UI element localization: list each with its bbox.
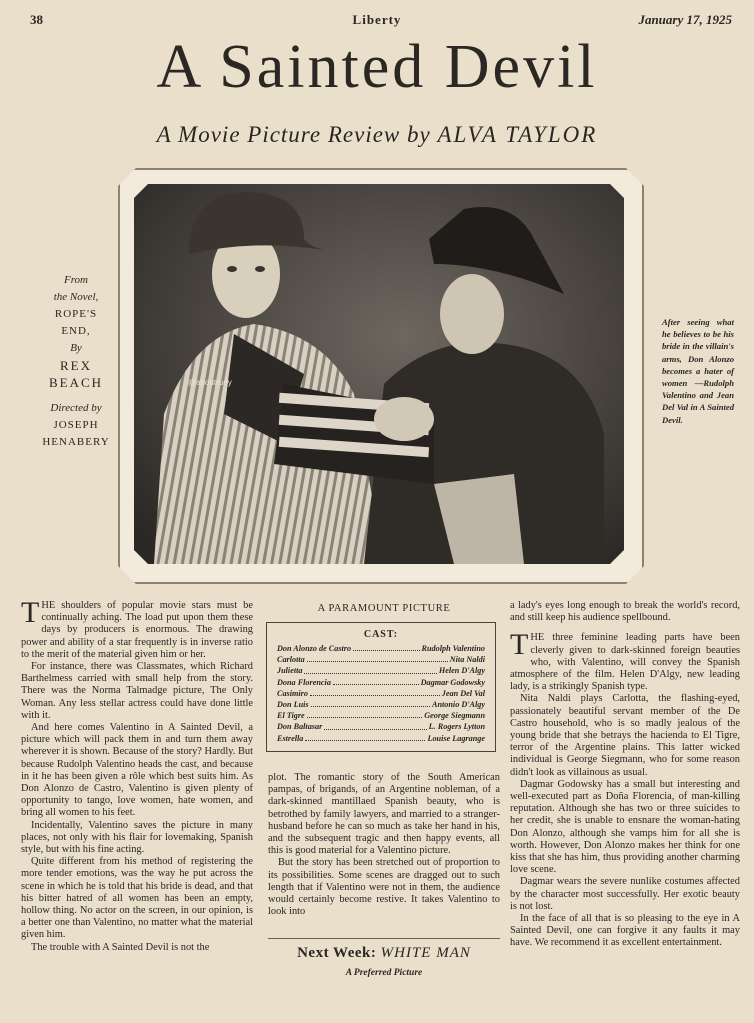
next-week-label: Next Week:: [297, 945, 377, 961]
left-paragraph-2: For instance, there was Classmates, which Richard Barthelmess carried with small help from the story. There was the Norma Talmadge picture, The Only Woman. Any less stellar actress could have done little with it.: [21, 661, 253, 721]
page-number: 38: [30, 12, 43, 27]
cast-row: [277, 721, 485, 732]
right-paragraph-0: a lady's eyes long enough to break the world's record, and still keep his audience spellbound.: [510, 600, 740, 624]
right-paragraph-3: Dagmar Godowsky has a small but interesting and well-executed part as Doña Florencia, of man-killing reputation. Although she has two or three suicides to her credit, she is unable to ensnare the woman-hating Don Alonzo, although she vamps him for all she is worth. However, Don Alonzo makes her think for one kiss that she has him, thus providing another charming love scene.: [510, 778, 740, 876]
cast-role: Don Luis: [277, 700, 309, 710]
left-paragraph-1: HE shoulders of popular movie stars must be continually aching. The load put upon them these days by producers is enormous. The drawing power and ability of a star frequently is in inverse ratio to the merit of the material given him or her.: [21, 600, 253, 660]
middle-paragraph-1: plot. The romantic story of the South American pampas, of brigands, of an Argentine nobleman, of a dark-skinned mantillaed Spanish beauty, who is betrothed by family lawyers, and married to a stranger-husband before he can so much as take her hand in his, and the subsequent tragic and then happy events, all this is good material for a Valentino picture.: [268, 772, 500, 857]
next-week-rule: [268, 938, 500, 939]
cast-row: [277, 677, 485, 688]
photo-watermark: @aboutrudy: [188, 378, 232, 387]
right-paragraph-4: Dagmar wears the severe nunlike costumes affected by the character most successfully. Her exotic beauty is not lost.: [510, 876, 740, 912]
credit-from: From: [63, 274, 89, 286]
cast-role: El Tigre: [277, 711, 305, 721]
cast-role: Estrella: [277, 733, 304, 743]
cast-actor: Rudolph Valentino: [421, 644, 485, 653]
cast-row: [277, 643, 485, 654]
cast-row: [277, 654, 485, 665]
credit-by: By: [70, 342, 82, 354]
article-column-middle: [268, 772, 500, 918]
cast-row: [277, 733, 485, 744]
credit-director-1: JOSEPH: [53, 419, 99, 431]
cast-role: Don Alonzo de Castro: [277, 644, 352, 653]
left-paragraph-4: Incidentally, Valentino saves the picture in many places, not only with his flair for lovemaking, Spanish style, but with his fine acting.: [21, 819, 253, 856]
next-week-banner: [268, 945, 500, 962]
next-week-note: A Preferred Picture: [345, 968, 423, 978]
film-still-photo: [134, 184, 624, 564]
right-paragraph-1: HE three feminine leading parts have been cleverly given to dark-skinned foreign beauties who, with Valentino, will convey the Spanish atmosphere of the film. Helen D'Algy, new leading lady, is a strikingly Spanish type.: [510, 632, 740, 693]
right-paragraph-2: Nita Naldi plays Carlotta, the flashing-eyed, passionately beautiful servant member of the De Castro household, who is so madly jealous of the young bride that she betrays the hacienda to El Tigre, terror of the Argentine plains. This latter wicked individual is George Siegmann, who for some reason didn't look as villainous as usual.: [510, 693, 740, 778]
cast-row: [277, 710, 485, 721]
photo-caption: After seeing what he believes to be his bride in the villain's arms, Don Alonzo becomes a hater of women —Rudolph Valentino and Jean Del Val in A Sainted Devil.: [662, 317, 734, 425]
middle-paragraph-2: But the story has been stretched out of proportion to its possibilities. Some scenes are dragged out to such length that if Valentino were not in them, the audience would certainly become restive. It takes Valentino to look into: [268, 857, 500, 918]
credit-author-2: BEACH: [48, 375, 104, 390]
cast-actor: Helen D'Algy: [438, 666, 485, 676]
film-credits: [36, 272, 116, 451]
article-column-left: [21, 596, 253, 954]
subtitle: [0, 122, 754, 148]
subtitle-prefix: A Movie Picture Review by: [156, 122, 431, 147]
drop-cap-right: T: [510, 628, 529, 662]
cast-actor: Antonio D'Algy: [431, 700, 485, 710]
cast-role: Carlotta: [277, 655, 305, 665]
credit-novel-label: the Novel,: [53, 291, 99, 303]
cast-actor: Nita Naldi: [449, 655, 485, 665]
cast-title: CAST:: [363, 629, 399, 640]
cast-row: [277, 699, 485, 710]
next-week-title: WHITE MAN: [380, 945, 471, 961]
credit-directed-by: Directed by: [50, 402, 102, 414]
page-title: A Sainted Devil: [156, 33, 598, 101]
cast-actor: L. Rogers Lytton: [428, 722, 485, 732]
credit-director-2: HENABERY: [42, 436, 110, 448]
article-column-right: [510, 600, 740, 950]
right-paragraph-5: In the face of all that is so pleasing to the eye in A Sainted Devil, one can forgive it any faults it may have. We recommend it as excellent entertainment.: [510, 913, 740, 949]
cast-box: [266, 622, 496, 752]
credit-novel-name-1: ROPE'S: [54, 308, 98, 320]
cast-role: Don Baltasar: [277, 722, 323, 732]
drop-cap-left: T: [21, 596, 40, 629]
cast-actor: Louise Lagrange: [427, 733, 485, 743]
cast-row: [277, 665, 485, 676]
cast-actor: George Siegmann: [424, 711, 485, 721]
cast-actor: Dagmar Godowsky: [420, 677, 485, 687]
left-paragraph-3: And here comes Valentino in A Sainted Devil, a picture which will pack them in and turn them away wherever it is shown. Because of the story? Hardly. But because Rudolph Valentino heads the cast, and because in it he has been given a rôle which best suits him. As Don Alonzo de Castro, Valentino is given plenty of opportunity to tango, love women, hate women, and bring all women to his feet.: [21, 722, 253, 819]
cast-role: Julietta: [277, 666, 303, 676]
cast-row: [277, 688, 485, 699]
film-still-illustration: [134, 184, 624, 564]
cast-role: Casimiro: [277, 688, 308, 698]
subtitle-author: ALVA TAYLOR: [437, 122, 598, 147]
left-paragraph-6: The trouble with A Sainted Devil is not the: [31, 941, 210, 953]
cast-role: Dona Florencia: [277, 677, 331, 687]
credit-novel-name-2: END,: [61, 325, 91, 337]
issue-date: January 17, 1925: [638, 12, 732, 27]
cast-actor: Jean Del Val: [441, 688, 485, 698]
magazine-name: Liberty: [352, 12, 402, 27]
paramount-label: A PARAMOUNT PICTURE: [317, 603, 451, 614]
credit-author-1: REX: [60, 358, 92, 373]
left-paragraph-5: Quite different from his method of registering the more tender emotions, was the way he put across the scene in which he is told that his bride is dead, and that his bitter hatred of all women has been an empty, hollow thing. No actor on the screen, in our opinion, is a better one than Valentino, no matter what the material given him.: [21, 856, 253, 941]
